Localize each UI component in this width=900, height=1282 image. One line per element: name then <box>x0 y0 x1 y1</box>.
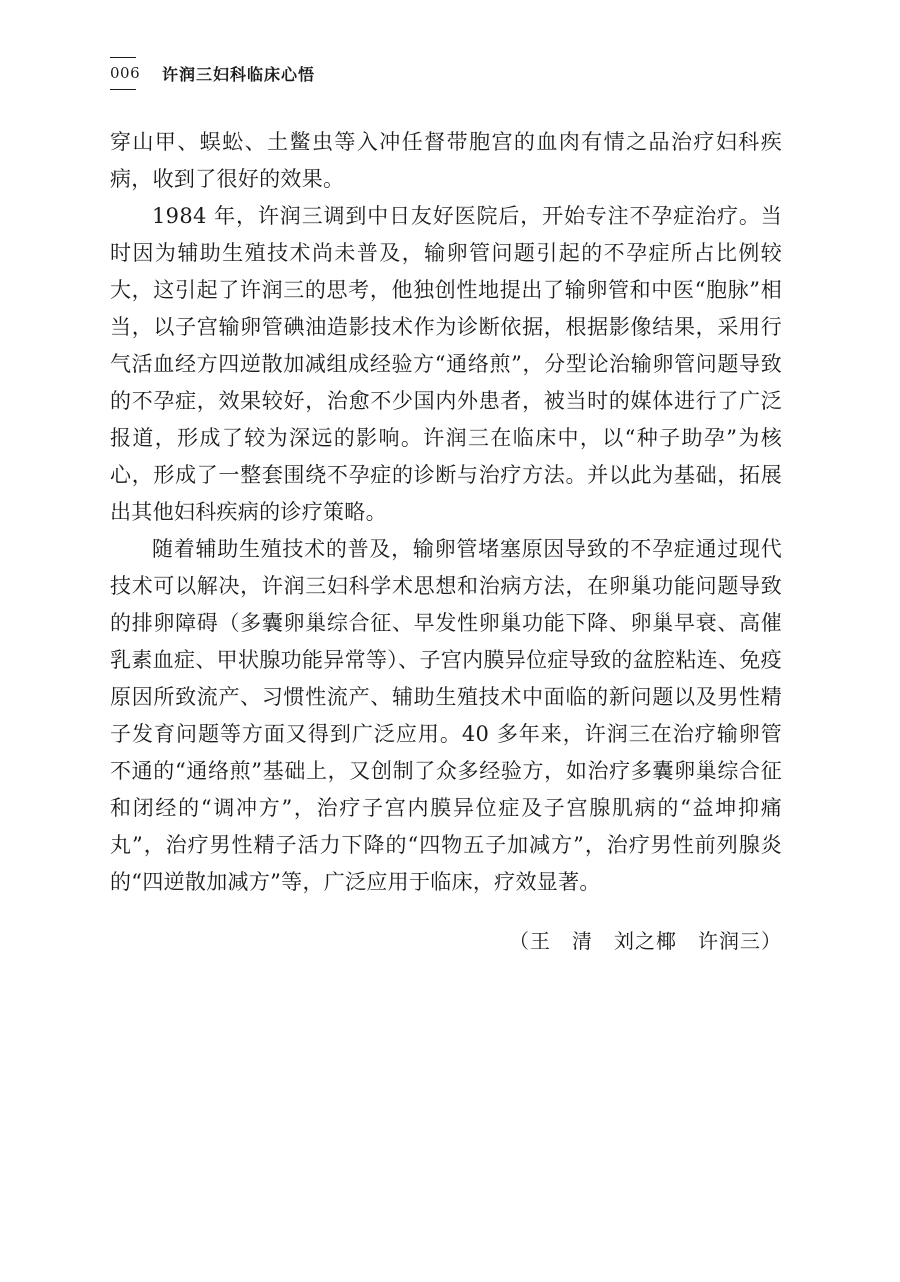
running-header <box>110 57 790 93</box>
page-number: 006 <box>110 64 141 82</box>
header-rule-bottom <box>110 89 136 90</box>
body-text <box>110 124 782 901</box>
running-title: 许润三妇科临床心悟 <box>162 65 316 84</box>
paragraph-continuation: 穿山甲、蜈蚣、土鳖虫等入冲任督带胞宫的血肉有情之品治疗妇科疾病，收到了很好的效果。 <box>110 130 782 191</box>
paragraph-1984: 1984 年，许润三调到中日友好医院后，开始专注不孕症治疗。当时因为辅助生殖技术尚未普及，输卵管问题引起的不孕症所占比例较大，这引起了许润三的思考，他独创性地提出了输卵管和中医“胞脉”相当，以子宫输卵管碘油造影技术作为诊断依据，根据影像结果，采用行气活血经方四逆散加减组成经验方“通络煎”，分型论治输卵管问题导致的不孕症，效果较好，治愈不少国内外患者，被当时的媒体进行了广泛报道，形成了较为深远的影响。许润三在临床中，以“种子助孕”为核心，形成了一整套围绕不孕症的诊断与治疗方法。并以此为基础，拓展出其他妇科疾病的诊疗策略。 <box>110 204 782 524</box>
header-rule-top <box>110 57 136 58</box>
author-byline: （王 清 刘之椰 许润三） <box>509 929 782 953</box>
paragraph-assisted-reproduction: 随着辅助生殖技术的普及，输卵管堵塞原因导致的不孕症通过现代技术可以解决，许润三妇科学术思想和治病方法，在卵巢功能问题导致的排卵障碍（多囊卵巢综合征、早发性卵巢功能下降、卵巢早衰、高催乳素血症、甲状腺功能异常等）、子宫内膜异位症导致的盆腔粘连、免疫原因所致流产、习惯性流产、辅助生殖技术中面临的新问题以及男性精子发育问题等方面又得到广泛应用。40 多年来，许润三在治疗输卵管不通的“通络煎”基础上，又创制了众多经验方，如治疗多囊卵巢综合征和闭经的“调冲方”，治疗子宫内膜异位症及子宫腺肌病的“益坤抑痛丸”，治疗男性精子活力下降的“四物五子加减方”，治疗男性前列腺炎的“四逆散加减方”等，广泛应用于临床，疗效显著。 <box>110 537 782 894</box>
